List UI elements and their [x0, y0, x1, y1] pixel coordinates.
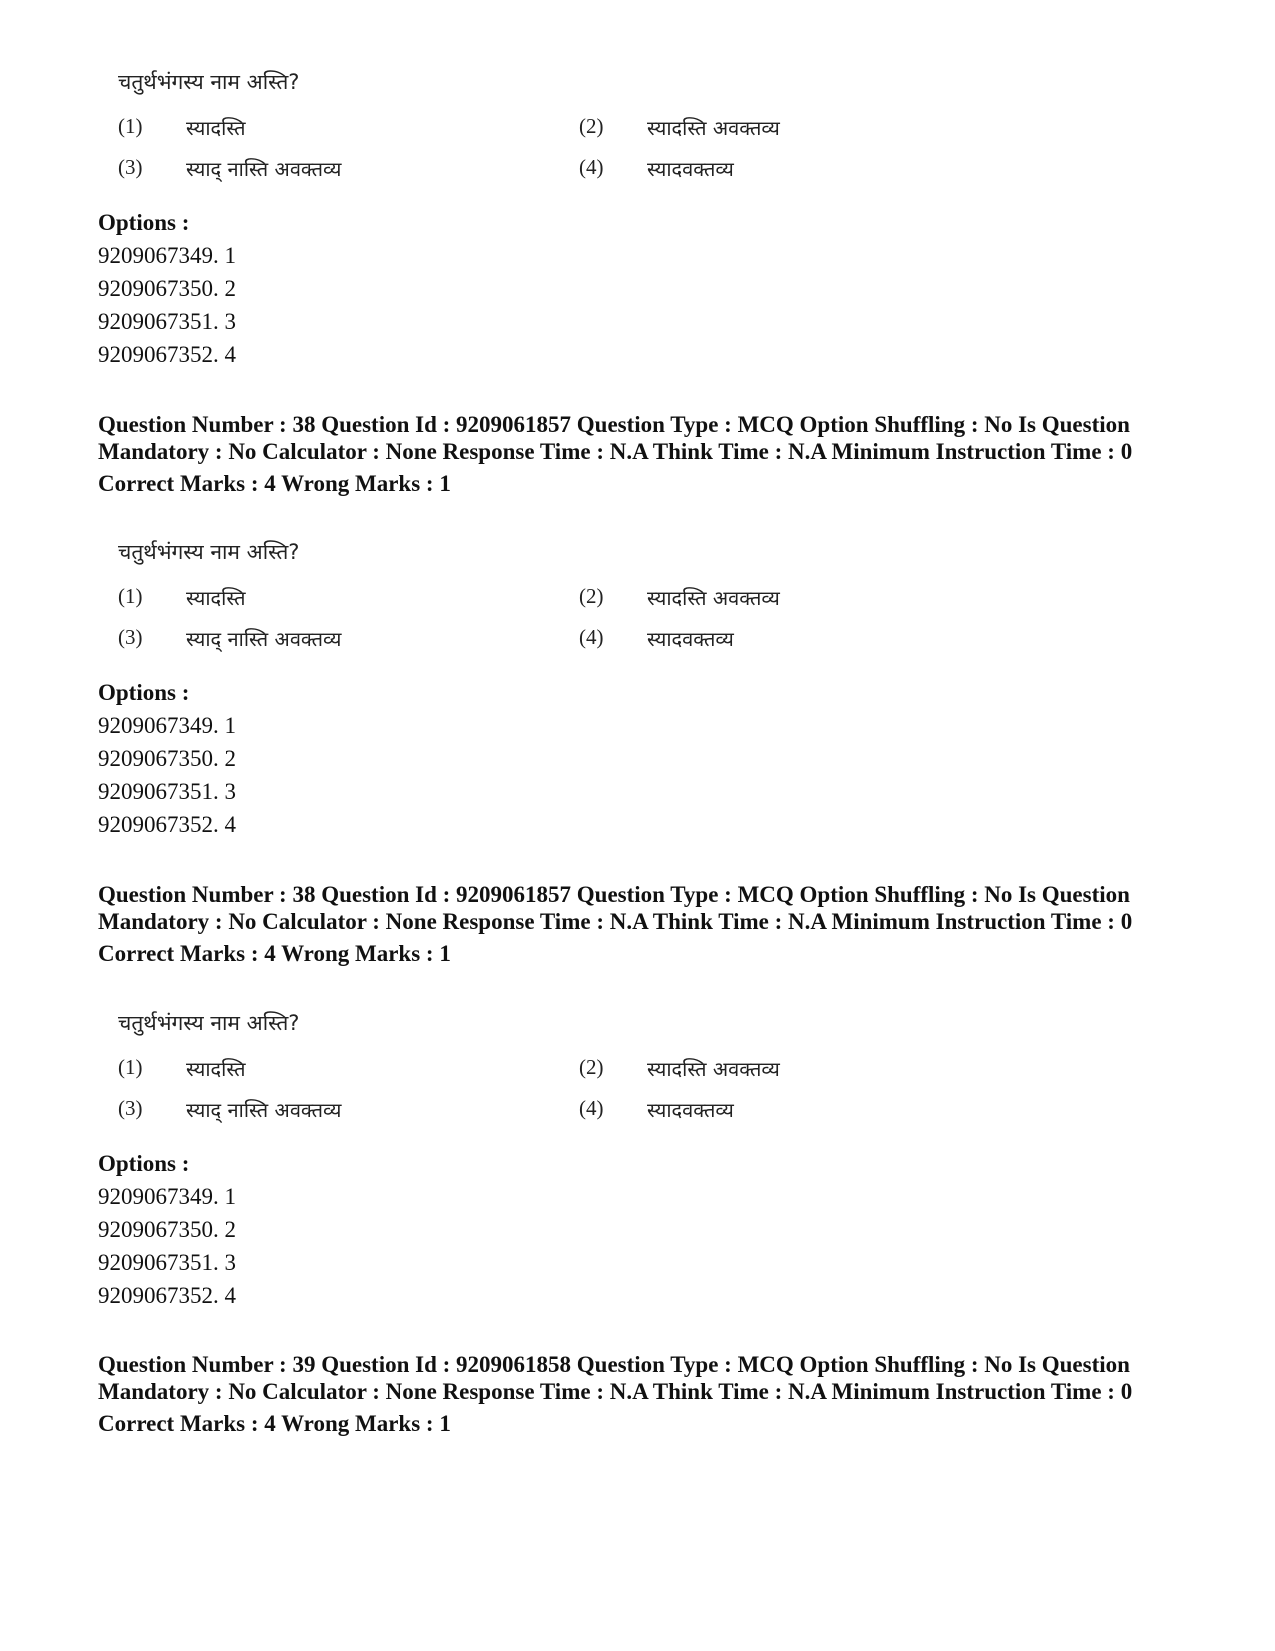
- question-stem: चतुर्थभंगस्य नाम अस्ति?: [118, 1011, 300, 1035]
- question-image: [112, 538, 812, 663]
- option-text: स्यादवक्तव्य: [647, 627, 734, 651]
- option-text: स्यादस्ति अवक्तव्य: [647, 1057, 780, 1081]
- question-marks: Correct Marks : 4 Wrong Marks : 1: [98, 471, 451, 496]
- option-id-line: 9209067351. 3: [98, 779, 236, 804]
- option-id-line: 9209067352. 4: [98, 342, 236, 367]
- option-number: (3): [118, 625, 143, 649]
- option-number: (2): [579, 584, 604, 608]
- option-id-line: 9209067352. 4: [98, 812, 236, 837]
- question-meta: Question Number : 38 Question Id : 9209061857 Question Type : MCQ Option Shuffling : No Is Question Mandatory : No Calculator : None Response Time : N.A Think Time : N.A Minimum Instruction Time : 0: [98, 882, 1133, 934]
- option-id-line: 9209067349. 1: [98, 1184, 236, 1209]
- question-header: [98, 1351, 1178, 1437]
- option-number: (4): [579, 1096, 604, 1120]
- option-text: स्याद् नास्ति अवक्तव्य: [186, 627, 342, 651]
- option-id-line: 9209067349. 1: [98, 713, 236, 738]
- options-list: [98, 206, 498, 371]
- option-text: स्याद् नास्ति अवक्तव्य: [186, 1098, 342, 1122]
- option-id-line: 9209067349. 1: [98, 243, 236, 268]
- question-header: [98, 411, 1178, 497]
- question-marks: Correct Marks : 4 Wrong Marks : 1: [98, 1411, 451, 1436]
- option-text: स्यादस्ति अवक्तव्य: [647, 116, 780, 140]
- question-header: [98, 881, 1178, 967]
- options-heading: Options :: [98, 680, 190, 705]
- option-number: (1): [118, 584, 143, 608]
- option-number: (1): [118, 114, 143, 138]
- option-id-line: 9209067350. 2: [98, 1217, 236, 1242]
- option-number: (3): [118, 155, 143, 179]
- question-image: [112, 1009, 812, 1134]
- options-heading: Options :: [98, 1151, 190, 1176]
- option-id-line: 9209067350. 2: [98, 746, 236, 771]
- question-stem: चतुर्थभंगस्य नाम अस्ति?: [118, 70, 300, 94]
- question-meta: Question Number : 38 Question Id : 9209061857 Question Type : MCQ Option Shuffling : No Is Question Mandatory : No Calculator : None Response Time : N.A Think Time : N.A Minimum Instruction Time : 0: [98, 412, 1133, 464]
- options-list: [98, 1147, 498, 1312]
- option-text: स्यादस्ति: [186, 116, 246, 140]
- option-number: (4): [579, 625, 604, 649]
- question-meta: Question Number : 39 Question Id : 9209061858 Question Type : MCQ Option Shuffling : No Is Question Mandatory : No Calculator : None Response Time : N.A Think Time : N.A Minimum Instruction Time : 0: [98, 1352, 1133, 1404]
- option-number: (2): [579, 1055, 604, 1079]
- option-text: स्यादवक्तव्य: [647, 157, 734, 181]
- question-image: [112, 68, 812, 193]
- option-number: (2): [579, 114, 604, 138]
- options-heading: Options :: [98, 210, 190, 235]
- option-id-line: 9209067352. 4: [98, 1283, 236, 1308]
- option-text: स्यादस्ति अवक्तव्य: [647, 586, 780, 610]
- question-marks: Correct Marks : 4 Wrong Marks : 1: [98, 941, 451, 966]
- option-text: स्यादवक्तव्य: [647, 1098, 734, 1122]
- option-id-line: 9209067350. 2: [98, 276, 236, 301]
- option-number: (3): [118, 1096, 143, 1120]
- option-text: स्यादस्ति: [186, 586, 246, 610]
- option-text: स्याद् नास्ति अवक्तव्य: [186, 157, 342, 181]
- option-id-line: 9209067351. 3: [98, 1250, 236, 1275]
- option-number: (1): [118, 1055, 143, 1079]
- option-number: (4): [579, 155, 604, 179]
- option-text: स्यादस्ति: [186, 1057, 246, 1081]
- option-id-line: 9209067351. 3: [98, 309, 236, 334]
- options-list: [98, 676, 498, 841]
- question-stem: चतुर्थभंगस्य नाम अस्ति?: [118, 540, 300, 564]
